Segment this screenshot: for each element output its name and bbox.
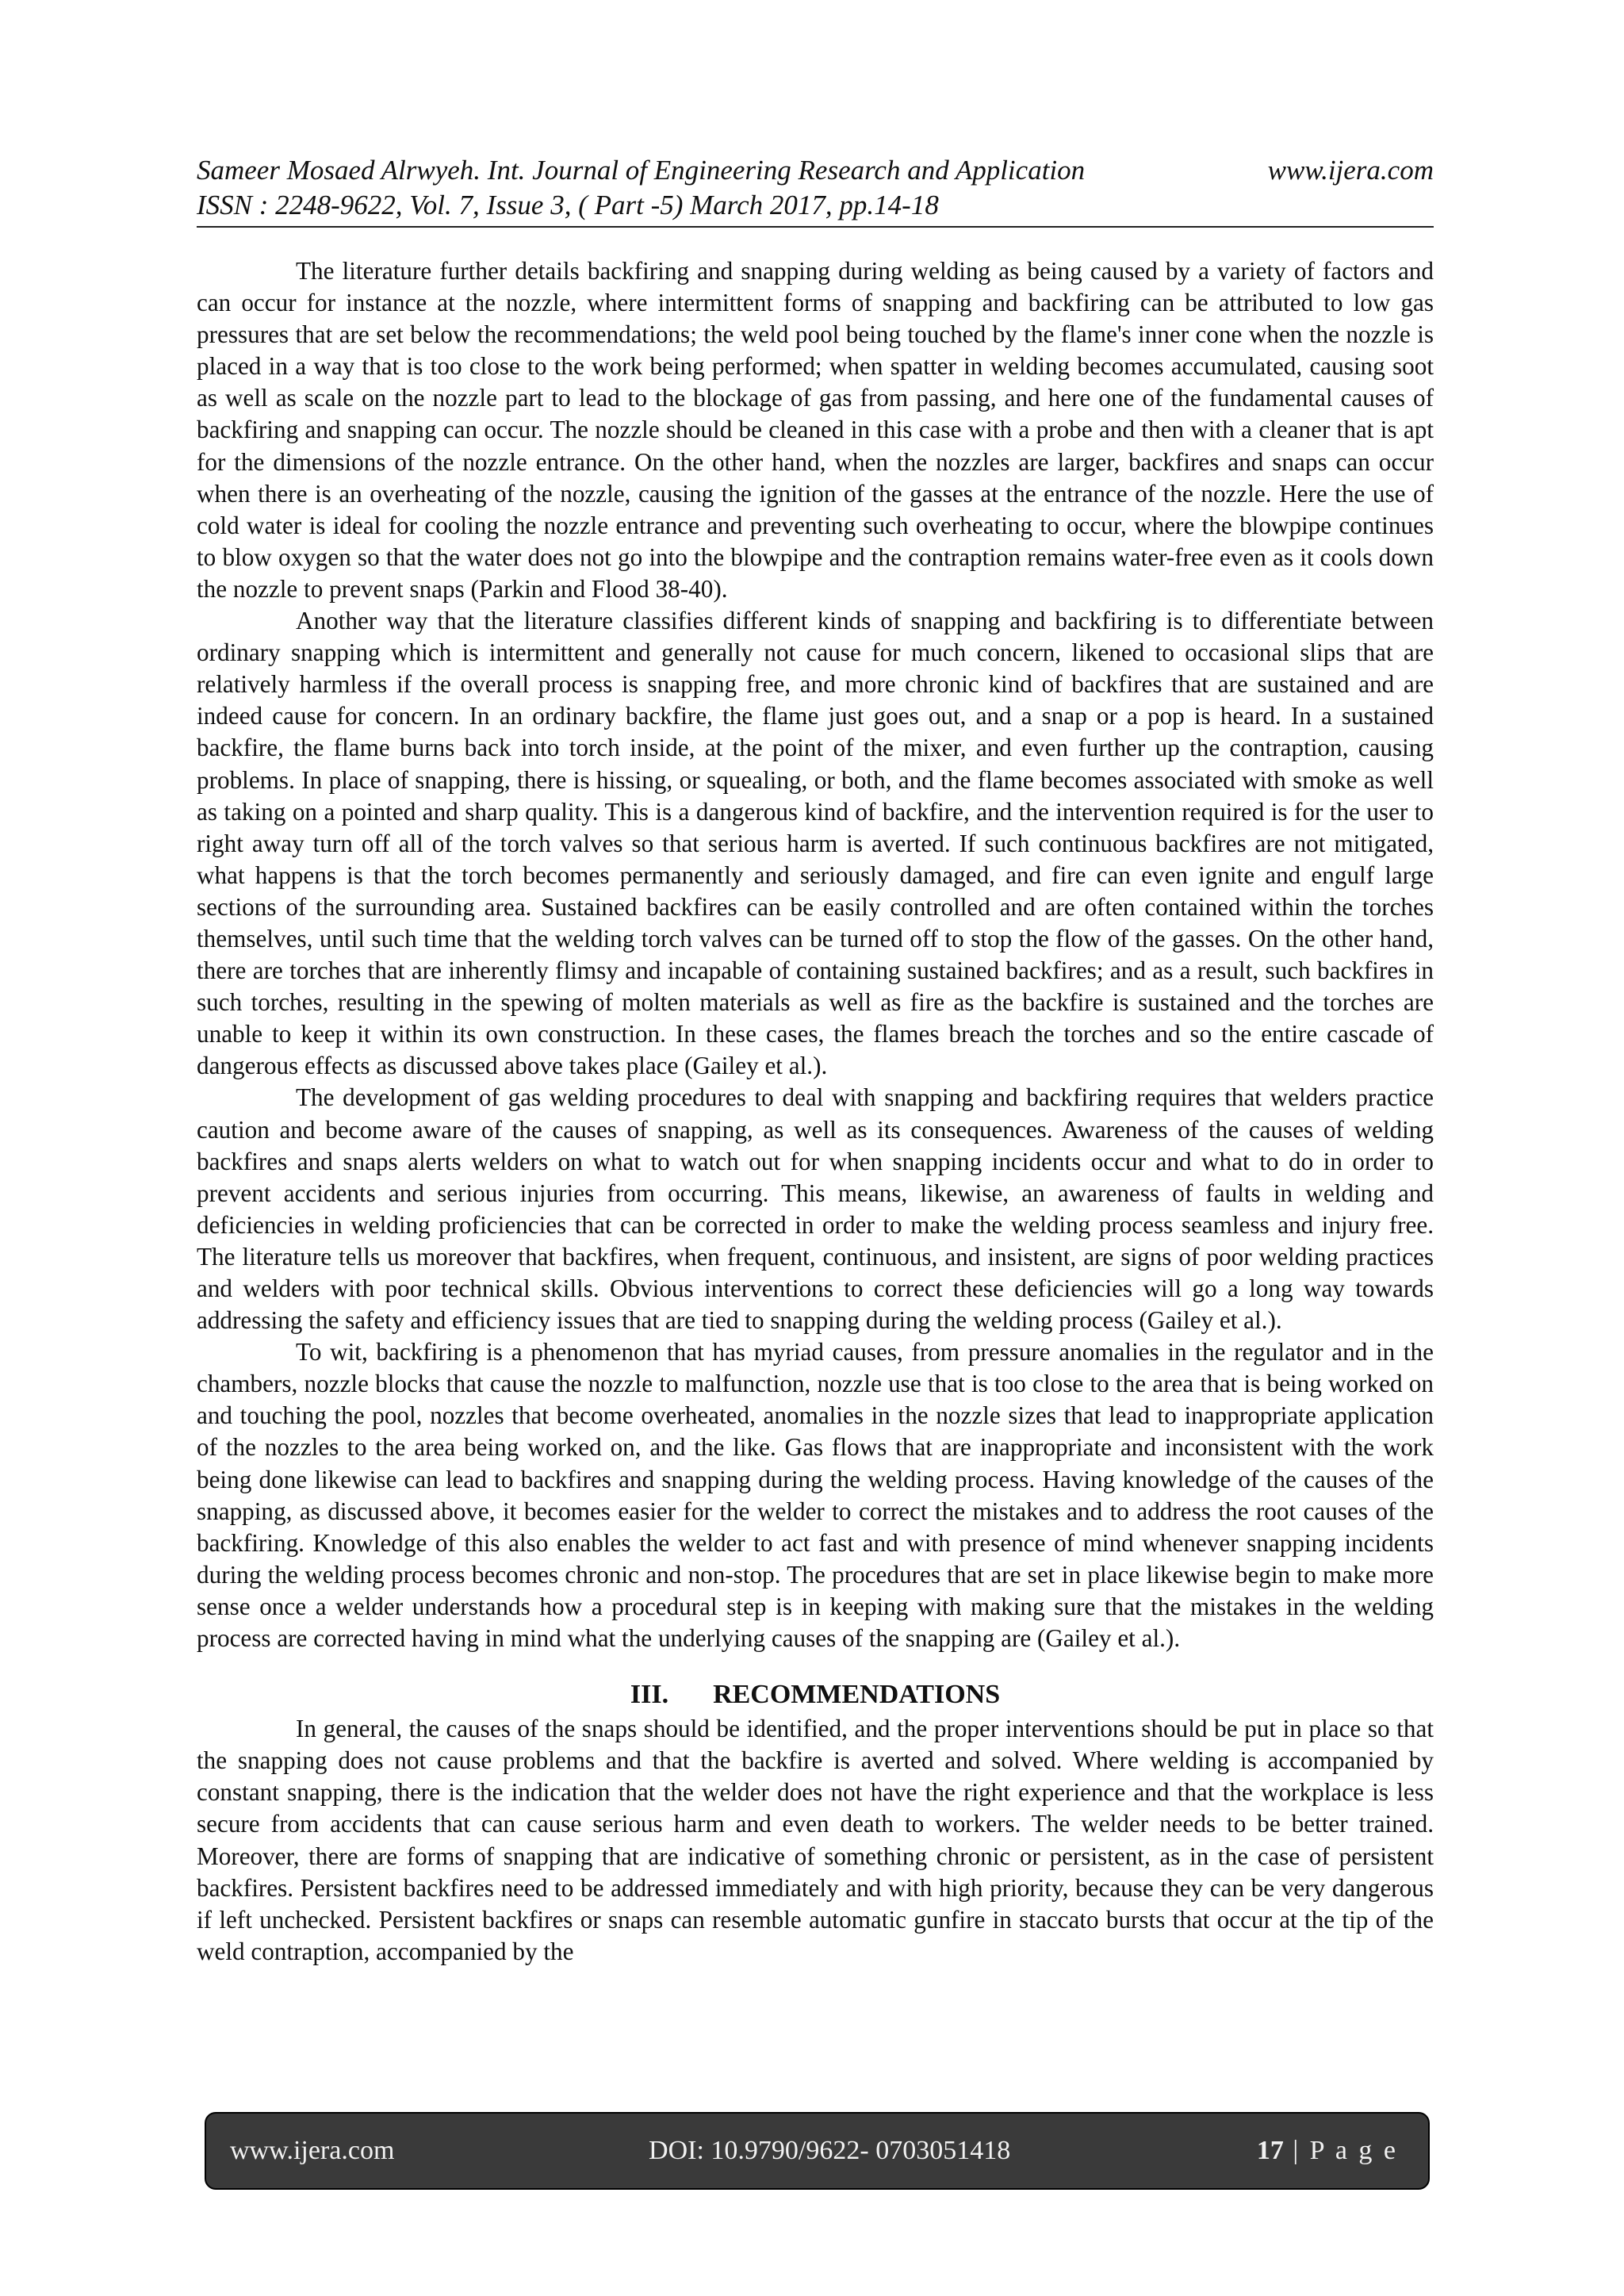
running-header <box>197 153 1434 228</box>
body-paragraph: Another way that the literature classifies different kinds of snapping and backfiring is to differentiate between ordinary snapping which is intermittent and generally not cause for much concern, likened to occasional slips that are relatively harmless if the overall process is snapping free, and more chronic kind of backfires that are sustained and are indeed cause for concern. In an ordinary backfire, the flame just goes out, and a snap or a pop is heard. In a sustained backfire, the flame burns back into torch inside, at the point of the mixer, and even further up the contraption, causing problems. In place of snapping, there is hissing, or squealing, or both, and the flame becomes associated with smoke as well as taking on a pointed and sharp quality. This is a dangerous kind of backfire, and the intervention required is for the user to right away turn off all of the torch valves so that serious harm is averted. If such continuous backfires are not mitigated, what happens is that the torch becomes permanently and seriously damaged, and fire can even ignite and engulf large sections of the surrounding area. Sustained backfires can be easily controlled and are often contained within the torches themselves, until such time that the welding torch valves can be turned off to stop the flow of the gasses. On the other hand, there are torches that are inherently flimsy and incapable of containing sustained backfires; and as a result, such backfires in such torches, resulting in the spewing of molten materials as well as fire as the backfire is sustained and the torches are unable to keep it within its own construction. In these cases, the flames breach the torches and so the entire cascade of dangerous effects as discussed above takes place (Gailey et al.). <box>197 607 1434 1080</box>
article-body <box>197 255 1434 1968</box>
section-heading <box>197 1678 1434 1711</box>
header-website: www.ijera.com <box>1267 155 1434 186</box>
footer-page <box>1257 2136 1398 2166</box>
page-label: | P a g e <box>1283 2136 1398 2165</box>
body-paragraph: The literature further details backfiring and snapping during welding as being caused by a variety of factors and can occur for instance at the nozzle, where intermittent forms of snapping and backfiring can be attributed to low gas pressures that are set below the recommendations; the weld pool being touched by the flame's inner cone when the nozzle is placed in a way that is too close to the work being performed; when spatter in welding becomes accumulated, causing soot as well as scale on the nozzle part to lead to the blockage of gas from passing, and here one of the fundamental causes of backfiring and snapping can occur. The nozzle should be cleaned in this case with a probe and then with a cleaner that is apt for the dimensions of the nozzle entrance. On the other hand, when the nozzles are larger, backfires and snaps can occur when there is an overheating of the nozzle, causing the ignition of the gasses at the entrance of the nozzle. Here the use of cold water is ideal for cooling the nozzle entrance and preventing such overheating to occur, where the blowpipe continues to blow oxygen so that the water does not go into the blowpipe and the contraption remains water-free even as it cools down the nozzle to prevent snaps (Parkin and Flood 38-40). <box>197 257 1434 603</box>
section-number: III. <box>630 1680 669 1710</box>
header-line-2 <box>197 188 1434 223</box>
body-paragraph: In general, the causes of the snaps should be identified, and the proper interventions should be put in place so that the snapping does not cause problems and that the backfire is averted and solved. Where welding is accompanied by constant snapping, there is the indication that the welder does not have the right experience and that the workplace is less secure from accidents that can cause serious harm and even death to workers. The welder needs to be better trained. Moreover, there are forms of snapping that are indicative of something chronic or persistent, as in the case of persistent backfires. Persistent backfires need to be addressed immediately and with high priority, because they can be very dangerous if left unchecked. Persistent backfires or snaps can resemble automatic gunfire in staccato bursts that occur at the tip of the weld contraption, accompanied by the <box>197 1715 1434 1965</box>
header-line-1 <box>197 153 1434 188</box>
header-citation: Sameer Mosaed Alrwyeh. Int. Journal of Engineering Research and Application <box>197 155 1086 186</box>
footer-doi: DOI: 10.9790/9622- 0703051418 <box>649 2136 1011 2165</box>
section-title: RECOMMENDATIONS <box>713 1680 1001 1710</box>
page-number: 17 <box>1256 2136 1284 2165</box>
body-paragraph: The development of gas welding procedures to deal with snapping and backfiring requires that welders practice caution and become aware of the causes of snapping, as well as its consequences. Awareness of the causes of welding backfires and snaps alerts welders on what to watch out for when snapping incidents occur and what to do in order to prevent accidents and serious injuries from occurring. This means, likewise, an awareness of faults in welding and deficiencies in welding proficiencies that can be corrected in order to make the welding process seamless and injury free. The literature tells us moreover that backfires, when frequent, continuous, and insistent, are signs of poor welding practices and welders with poor technical skills. Obvious interventions to correct these deficiencies will go a long way towards addressing the safety and efficiency issues that are tied to snapping during the welding process (Gailey et al.). <box>197 1083 1434 1335</box>
body-paragraph: To wit, backfiring is a phenomenon that has myriad causes, from pressure anomalies in the regulator and in the chambers, nozzle blocks that cause the nozzle to malfunction, nozzle use that is too close to the area that is being worked on and touching the pool, nozzles that become overheated, anomalies in the nozzle sizes that lead to inappropriate application of the nozzles to the area being worked on, and the like. Gas flows that are inappropriate and inconsistent with the work being done likewise can lead to backfires and snapping during the welding process. Having knowledge of the causes of the snapping, as discussed above, it becomes easier for the welder to correct the mistakes and to address the root causes of the backfiring. Knowledge of this also enables the welder to act fast and with presence of mind whenever snapping incidents during the welding process becomes chronic and non-stop. The procedures that are set in place likewise begin to make more sense once a welder understands how a procedural step is in keeping with making sure that the mistakes in the welding process are corrected having in mind what the underlying causes of the snapping are (Gailey et al.). <box>197 1338 1434 1653</box>
header-issn: ISSN : 2248-9622, Vol. 7, Issue 3, ( Part -5) March 2017, pp.14-18 <box>197 190 939 220</box>
page-footer <box>205 2112 1430 2190</box>
footer-website: www.ijera.com <box>230 2136 395 2165</box>
